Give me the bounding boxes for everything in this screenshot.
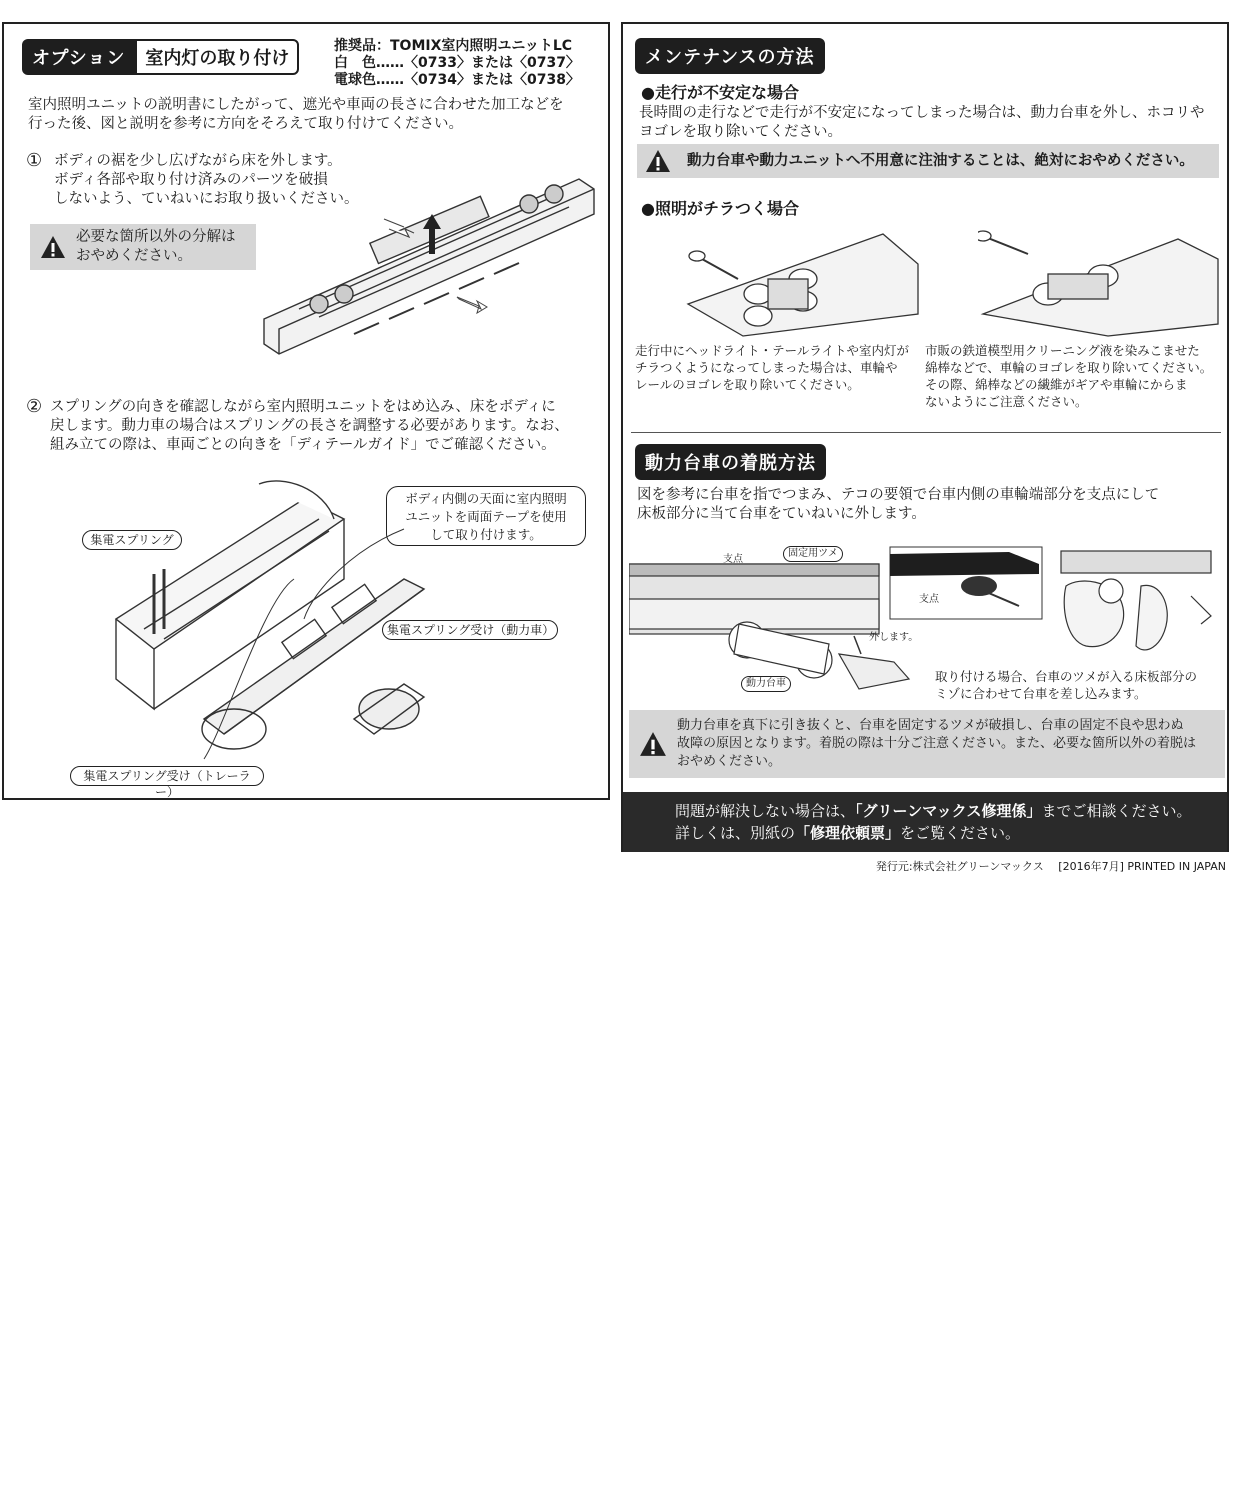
- text-span: 詳しくは、別紙の: [675, 824, 796, 842]
- text-line: 室内照明ユニットの説明書にしたがって、遮光や車両の長さに合わせた加工などを: [28, 97, 564, 113]
- text-line: 図を参考に台車を指でつまみ、テコの要領で台車内側の車輪端部分を支点にして: [637, 487, 1160, 503]
- left-panel: [2, 22, 610, 800]
- support-text: [675, 800, 1191, 844]
- warning-box-1: [30, 224, 256, 270]
- label-receiver-trailer: 集電スプリング受け（トレーラー）: [70, 766, 264, 786]
- text-line: 動力台車を真下に引き抜くと、台車を固定するツメが破損し、台車の固定不良や思わぬ: [677, 718, 1184, 733]
- text-line: 行った後、図と説明を参考に方向をそろえて取り付けてください。: [28, 116, 463, 132]
- text-line: その際、綿棒などの繊維がギアや車輪にからま: [925, 377, 1188, 392]
- text-line: 必要な箇所以外の分解は: [76, 229, 236, 245]
- support-footer: [623, 792, 1227, 852]
- text-line: ボディ内側の天面に室内照明: [405, 491, 567, 506]
- sec2-heading: ●照明がチラつく場合: [641, 199, 799, 218]
- fulcrum-detail-illustration: [889, 546, 1044, 621]
- text-line: ユニットを両面テープを使用: [405, 509, 567, 524]
- text-line: しないよう、ていねいにお取り扱いください。: [54, 191, 359, 207]
- label-fulcrum-2: 支点: [919, 594, 939, 605]
- label-spring: 集電スプリング: [82, 530, 182, 550]
- text-line: 綿棒などで、車輪のヨゴレを取り除いてください。: [925, 360, 1213, 375]
- step1-number: ①: [26, 150, 43, 171]
- text-line: 走行中にヘッドライト・テールライトや室内灯が: [635, 343, 910, 358]
- divider: [631, 432, 1221, 433]
- text-line: ボディ各部や取り付け済みのパーツを破損: [54, 172, 328, 188]
- text-line: チラつくようになってしまった場合は、車輪や: [635, 360, 898, 375]
- left-header: [22, 39, 299, 75]
- text-line: 市販の鉄道模型用クリーニング液を染みこませた: [925, 343, 1200, 358]
- step2-number: ②: [26, 396, 43, 417]
- support-line-2: [675, 822, 1191, 844]
- recommended-line: 推奨品：TOMIX室内照明ユニットLC: [334, 38, 573, 54]
- repair-form-name: 「修理依頼票」: [795, 824, 901, 842]
- text-line: 床板部分に当て台車をていねいに外します。: [637, 506, 926, 522]
- sec2-left-text: [635, 342, 909, 393]
- recommended-line: 白 色……〈0733〉または〈0737〉: [334, 55, 580, 71]
- recommended-line: 電球色……〈0734〉または〈0738〉: [334, 72, 580, 88]
- warning-box-bogie: [629, 710, 1225, 778]
- text-span: 問題が解決しない場合は、: [675, 802, 856, 820]
- text-line: スプリングの向きを確認しながら室内照明ユニットをはめ込み、床をボディに: [50, 399, 556, 415]
- bogie-tag: 動力台車の着脱方法: [635, 444, 826, 480]
- body-removal-illustration: [259, 159, 599, 369]
- text-span: をご覧ください。: [900, 824, 1021, 842]
- text-line: 長時間の走行などで走行が不安定になってしまった場合は、動力台車を外し、ホコリや: [639, 105, 1205, 121]
- text-line: 組み立ての際は、車両ごとの向きを「ディテールガイド」でご確認ください。: [50, 437, 556, 453]
- right-panel: [621, 22, 1229, 852]
- warning-icon: [639, 731, 667, 757]
- step2-text: [50, 398, 569, 455]
- text-line: レールのヨゴレを取り除いてください。: [635, 377, 860, 392]
- text-line: おやめください。: [677, 754, 782, 769]
- arrow-icon: [457, 297, 487, 313]
- warning-icon: [645, 149, 671, 173]
- text-line: 戻します。動力車の場合はスプリングの長さを調整する必要があります。なお、: [50, 418, 569, 434]
- text-line: 取り付ける場合、台車のツメが入る床板部分の: [935, 669, 1198, 684]
- publisher-line: 発行元:株式会社グリーンマックス [2016年7月] PRINTED IN JAPAN: [875, 860, 1226, 873]
- warning-text: [677, 717, 1196, 771]
- warning-icon: [40, 235, 66, 259]
- text-line: ボディの裾を少し広げながら床を外します。: [54, 153, 342, 169]
- label-fulcrum: 支点: [723, 554, 743, 565]
- text-line: ないようにご注意ください。: [925, 394, 1088, 409]
- bogie-header: [635, 444, 826, 480]
- text-line: おやめください。: [76, 248, 192, 264]
- sec1-heading: ●走行が不安定な場合: [641, 83, 799, 102]
- text-line: して取り付けます。: [430, 527, 542, 542]
- left-title: 室内灯の取り付け: [135, 39, 299, 75]
- label-receiver-motor: 集電スプリング受け（動力車）: [382, 620, 558, 640]
- wheel-cleaning-illustration-2: [978, 224, 1223, 339]
- text-line: ミゾに合わせて台車を差し込みます。: [935, 686, 1147, 701]
- text-line: ヨゴレを取り除いてください。: [639, 124, 842, 140]
- wheel-cleaning-illustration-1: [683, 224, 923, 339]
- sec3-text: [637, 486, 1159, 524]
- sec1-text: [639, 104, 1205, 142]
- text-line: 故障の原因となります。着脱の際は十分ご注意ください。また、必要な箇所以外の着脱は: [677, 736, 1196, 751]
- sec2-right-text: [925, 342, 1212, 410]
- maintenance-header: [635, 38, 825, 74]
- label-bogie: 動力台車: [741, 676, 791, 692]
- warning-box-oil: [637, 144, 1219, 178]
- maintenance-tag: メンテナンスの方法: [635, 38, 825, 74]
- text-span: までご相談ください。: [1041, 802, 1192, 820]
- warning-text: 動力台車や動力ユニットへ不用意に注油することは、絶対におやめください。: [687, 152, 1194, 169]
- recommended-products: [334, 38, 580, 89]
- warning-text: [76, 228, 236, 266]
- finger-grip-illustration: [1051, 546, 1226, 656]
- intro-text: [28, 96, 564, 134]
- label-claw: 固定用ツメ: [783, 546, 843, 562]
- install-text: [935, 668, 1197, 702]
- bogie-removal-illustration: [629, 544, 919, 694]
- repair-dept-name: 「グリーンマックス修理係」: [855, 802, 1042, 820]
- support-line-1: [675, 800, 1191, 822]
- option-tag: オプション: [22, 39, 135, 75]
- label-remove: 外します。: [869, 632, 919, 643]
